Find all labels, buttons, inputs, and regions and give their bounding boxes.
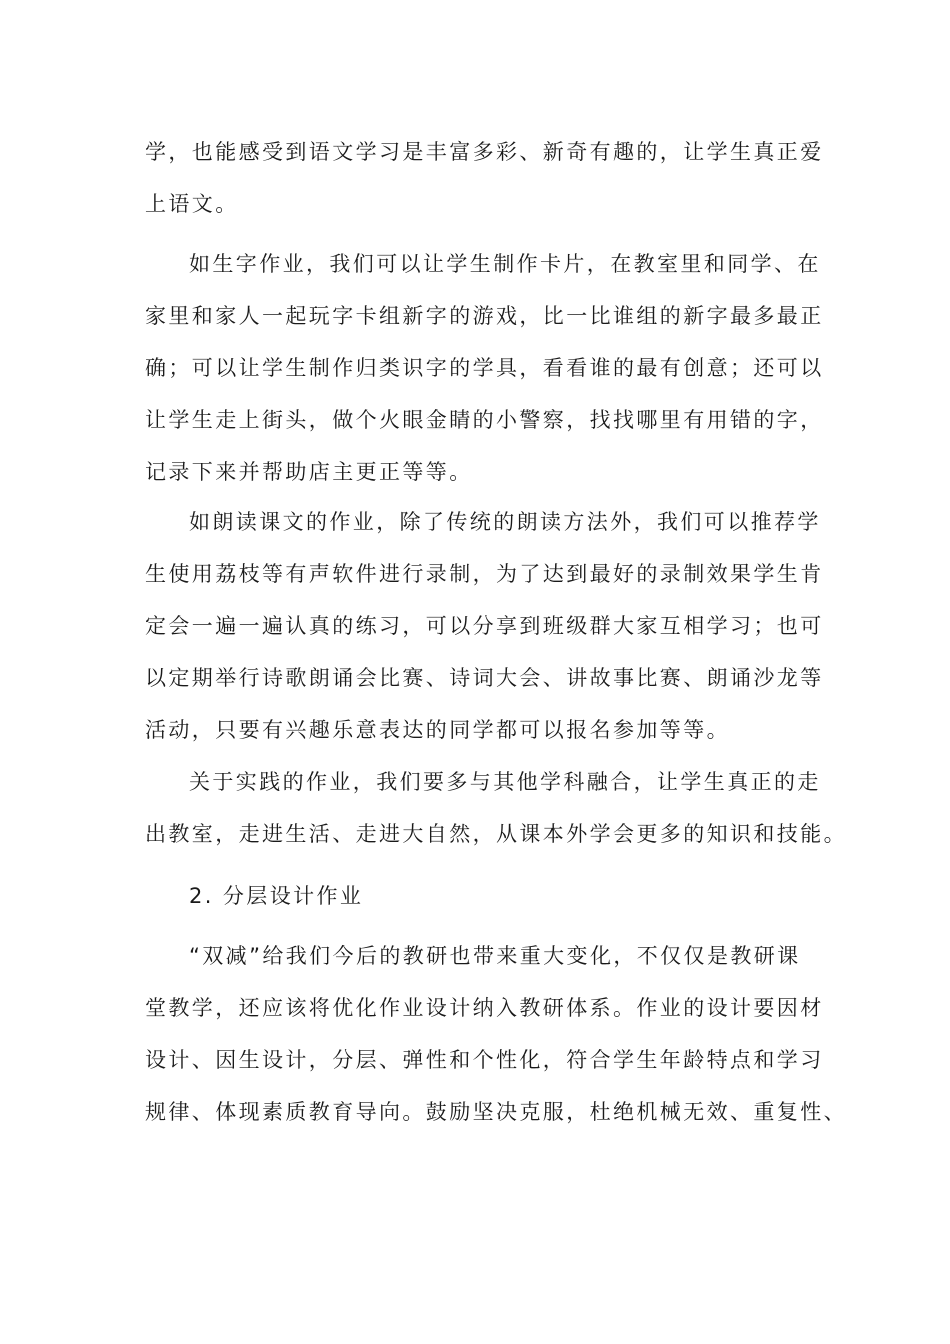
text-line: 堂教学，还应该将优化作业设计纳入教研体系。作业的设计要因材	[145, 996, 824, 1020]
paragraph-character-homework	[145, 238, 825, 498]
paragraph-reading-homework	[145, 496, 825, 756]
text-line: “双减”给我们今后的教研也带来重大变化，不仅仅是教研课	[189, 944, 801, 968]
text-line: 家里和家人一起玩字卡组新字的游戏，比一比谁组的新字最多最正	[145, 304, 824, 328]
text-line: 如朗读课文的作业，除了传统的朗读方法外，我们可以推荐学	[189, 510, 821, 534]
paragraph-double-reduction	[145, 930, 847, 1138]
text-line: 以定期举行诗歌朗诵会比赛、诗词大会、讲故事比赛、朗诵沙龙等	[145, 666, 824, 690]
section-heading	[145, 870, 825, 922]
text-line: 学，也能感受到语文学习是丰富多彩、新奇有趣的，让学生真正爱	[145, 140, 824, 164]
paragraph-continuation	[145, 126, 825, 230]
text-line: 记录下来并帮助店主更正等等。	[145, 460, 473, 484]
text-line: 如生字作业，我们可以让学生制作卡片，在教室里和同学、在	[189, 252, 821, 276]
paragraph-practice-homework	[145, 756, 847, 860]
text-line: 规律、体现素质教育导向。鼓励坚决克服，杜绝机械无效、重复性、	[145, 1100, 847, 1124]
text-line: 关于实践的作业，我们要多与其他学科融合，让学生真正的走	[189, 770, 821, 794]
text-line: 让学生走上街头，做个火眼金睛的小警察，找找哪里有用错的字，	[145, 408, 824, 432]
heading-text: 2. 分层设计作业	[189, 884, 364, 908]
text-line: 生使用荔枝等有声软件进行录制，为了达到最好的录制效果学生肯	[145, 562, 824, 586]
text-line: 活动，只要有兴趣乐意表达的同学都可以报名参加等等。	[145, 718, 730, 742]
text-line: 设计、因生设计，分层、弹性和个性化，符合学生年龄特点和学习	[145, 1048, 824, 1072]
text-line: 确；可以让学生制作归类识字的学具，看看谁的最有创意；还可以	[145, 356, 824, 380]
text-line: 出教室，走进生活、走进大自然，从课本外学会更多的知识和技能。	[145, 822, 847, 846]
text-line: 定会一遍一遍认真的练习，可以分享到班级群大家互相学习；也可	[145, 614, 824, 638]
text-line: 上语文。	[145, 192, 239, 216]
